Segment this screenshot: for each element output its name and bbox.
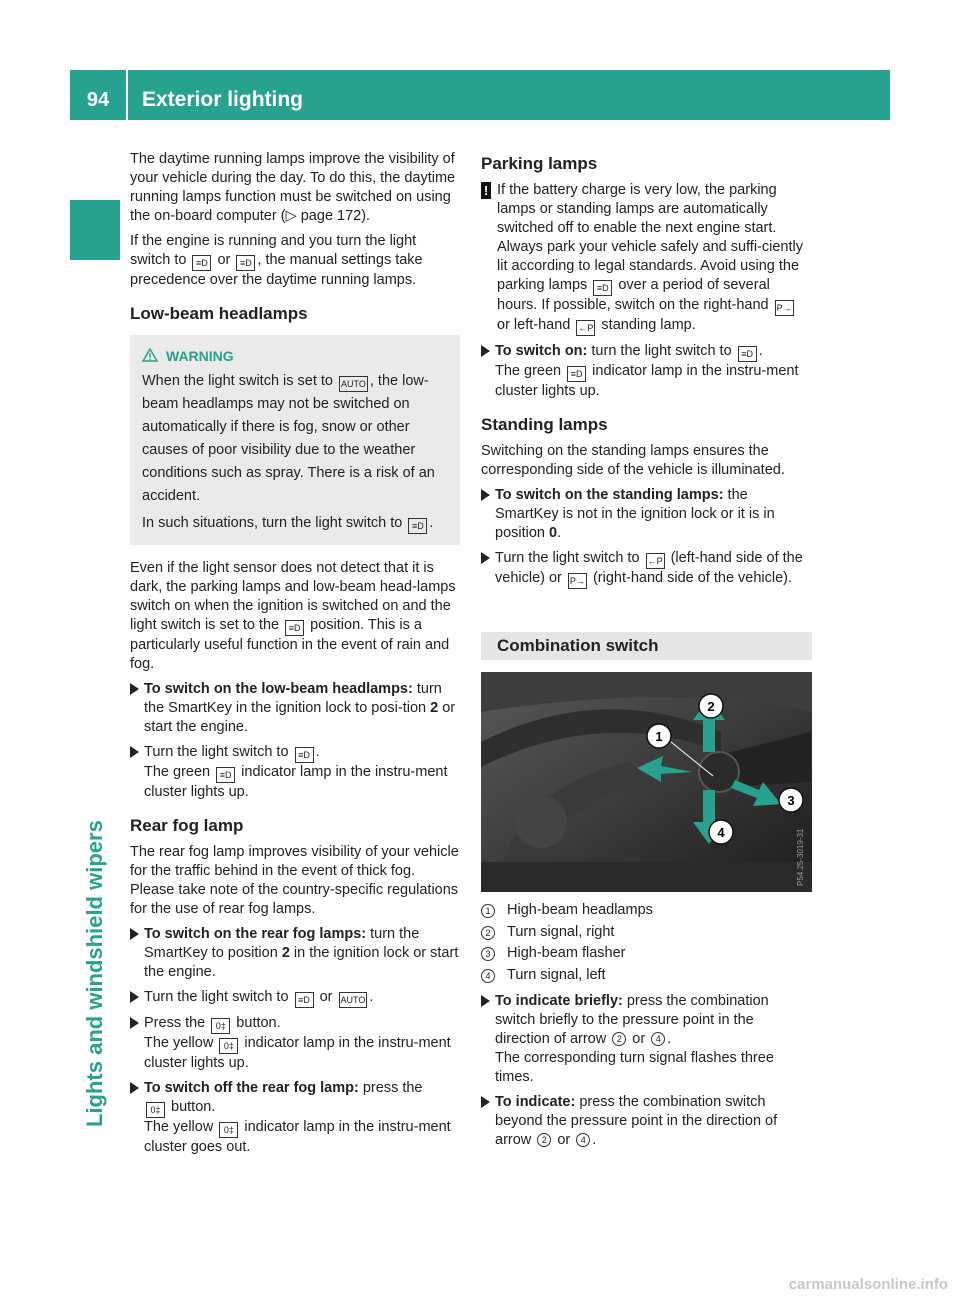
section-label: [73, 820, 117, 1171]
page-header: [70, 70, 890, 120]
step-standing-switch: Turn the light switch to ←P (left-hand side of the vehicle) or P→ (right-hand side of the vehicle).: [481, 549, 812, 589]
svg-text:2: 2: [707, 699, 715, 714]
step-arrow-icon: [130, 1082, 139, 1094]
right-standing-lamp-icon: P→: [775, 300, 794, 316]
page-number: 94: [86, 89, 110, 111]
svg-text:1: 1: [655, 729, 663, 744]
auto-icon: AUTO: [339, 992, 368, 1008]
step-arrow-icon: [481, 995, 490, 1007]
low-beam-icon: ≡D: [295, 747, 314, 763]
step-arrow-icon: [481, 345, 490, 357]
heading-rear-fog: Rear fog lamp: [130, 816, 244, 835]
section-label-text: Lights and windshield wipers: [82, 820, 107, 1127]
low-beam-icon: ≡D: [295, 992, 314, 1008]
step-indicate-briefly: To indicate briefly: press the combination switch briefly to the pressure point in the direction of arrow 2 or 4 . The corresponding turn signal flashes three times.: [481, 992, 812, 1087]
low-beam-icon: ≡D: [216, 767, 235, 783]
step-arrow-icon: [481, 489, 490, 501]
auto-icon: AUTO: [339, 376, 368, 392]
step-arrow-icon: [481, 1096, 490, 1108]
step-arrow-icon: [130, 683, 139, 695]
legend-item: 1 High-beam headlamps: [481, 900, 812, 922]
left-standing-lamp-icon: ←P: [576, 320, 595, 336]
rear-fog-lamp-icon: 0‡: [219, 1038, 238, 1054]
step-indicate: To indicate: press the combination switch beyond the pressure point in the direction of arrow 2 or 4 .: [481, 1093, 812, 1150]
page-title: Exterior lighting: [142, 88, 304, 111]
heading-parking-lamps: Parking lamps: [481, 154, 598, 173]
rear-fog-lamp-icon: 0‡: [146, 1102, 165, 1118]
intro-paragraph: The daytime running lamps improve the visibility of your vehicle during the day. To do this, the daytime running lamps function must be switched on using the on-board computer (▷ page 172).: [130, 151, 456, 224]
low-beam-icon: ≡D: [236, 255, 255, 271]
step-fog-on: To switch on the rear fog lamps: turn the SmartKey to position 2 in the ignition lock or start the engine.: [130, 925, 460, 982]
step-turn-light-switch: Turn the light switch to ≡D . The green ≡D indicator lamp in the instru-ment cluster lights up.: [130, 743, 460, 802]
legend-item: 3 High-beam flasher: [481, 943, 812, 965]
parking-lamp-icon: ≡D: [192, 255, 211, 271]
step-fog-off: To switch off the rear fog lamp: press the 0‡ button. The yellow 0‡ indicator lamp in the instru-ment cluster goes out.: [130, 1079, 460, 1157]
section-tab: [70, 200, 120, 260]
step-arrow-icon: [130, 991, 139, 1003]
page-ref-icon: ▷: [285, 208, 297, 224]
callout-4: [709, 820, 733, 844]
step-press-fog-button: Press the 0‡ button. The yellow 0‡ indicator lamp in the instru-ment cluster lights up.: [130, 1014, 460, 1073]
callout-1: [647, 724, 671, 748]
legend-item: 4 Turn signal, left: [481, 965, 812, 987]
heading-standing-lamps: Standing lamps: [481, 415, 608, 434]
callout-2: [699, 694, 723, 718]
svg-text:4: 4: [717, 825, 725, 840]
warning-advice: In such situations, turn the light switch to ≡D .: [142, 512, 448, 535]
left-column: [130, 150, 460, 1163]
warning-triangle-icon: [142, 348, 158, 362]
right-column: [481, 150, 812, 1156]
combination-switch-photo: [481, 672, 812, 892]
step-arrow-icon: [481, 552, 490, 564]
step-arrow-icon: [130, 928, 139, 940]
warning-title: WARNING: [142, 345, 448, 368]
watermark: carmanualsonline.info: [788, 1276, 948, 1293]
header-divider: [126, 70, 128, 120]
callout-3: [779, 788, 803, 812]
heading-combination-switch: Combination switch: [481, 632, 812, 660]
parking-lamp-icon: ≡D: [567, 366, 586, 382]
standing-paragraph: Switching on the standing lamps ensures the corresponding side of the vehicle is illuminated.: [481, 443, 785, 478]
photo-code: P54.25-3019-31: [796, 828, 805, 886]
manual-override-paragraph: If the engine is running and you turn the light switch to ≡D or ≡D , the manual settings take precedence over the daytime running lamps.: [130, 233, 423, 288]
low-beam-icon: ≡D: [408, 518, 427, 534]
battery-note: ! If the battery charge is very low, the parking lamps or standing lamps are automatically switched off to enable the next engine start. Always park your vehicle safely and suffi-ciently lit according to legal standards. Avoid using the parking lamps ≡D over a period of several hours. If possible, switch on the right-hand P→ or left-hand ←P standing lamp.: [481, 181, 812, 336]
step-arrow-icon: [130, 1017, 139, 1029]
parking-lamp-icon: ≡D: [593, 280, 612, 296]
rear-fog-lamp-icon: 0‡: [211, 1018, 230, 1034]
right-standing-lamp-icon: P→: [568, 573, 587, 589]
light-sensor-paragraph: Even if the light sensor does not detect that it is dark, the parking lamps and low-beam head-lamps switch on when the ignition is switched on and the light switch is set to the ≡D position. This is a particularly useful function in the event of rain and fog.: [130, 560, 456, 672]
step-arrow-icon: [130, 746, 139, 758]
svg-text:3: 3: [787, 793, 795, 808]
step-low-beam-on: To switch on the low-beam headlamps: turn the SmartKey in the ignition lock to posi-tion 2 or start the engine.: [130, 680, 460, 737]
step-standing-on: To switch on the standing lamps: the SmartKey is not in the ignition lock or it is in position 0.: [481, 486, 812, 543]
exclamation-icon: !: [481, 182, 491, 199]
legend-list: [481, 900, 812, 986]
parking-lamp-icon: ≡D: [738, 346, 757, 362]
rear-fog-paragraph: The rear fog lamp improves visibility of your vehicle for the traffic behind in the event of thick fog. Please take note of the country-specific regulations for the use of rear fog lamps.: [130, 844, 459, 917]
low-beam-icon: ≡D: [285, 620, 304, 636]
legend-item: 2 Turn signal, right: [481, 922, 812, 944]
warning-text: When the light switch is set to AUTO , the low-beam headlamps may not be switched on automatically if there is fog, snow or other causes of poor visibility due to the weather conditions such as spray. There is a risk of an accident.: [142, 373, 435, 504]
step-parking-on: To switch on: turn the light switch to ≡D . The green ≡D indicator lamp in the instru-ment cluster lights up.: [481, 342, 812, 401]
heading-low-beam: Low-beam headlamps: [130, 304, 308, 323]
rear-fog-lamp-icon: 0‡: [219, 1122, 238, 1138]
left-standing-lamp-icon: ←P: [646, 553, 665, 569]
step-fog-light-switch: Turn the light switch to ≡D or AUTO .: [130, 988, 460, 1008]
warning-box: [130, 335, 460, 545]
